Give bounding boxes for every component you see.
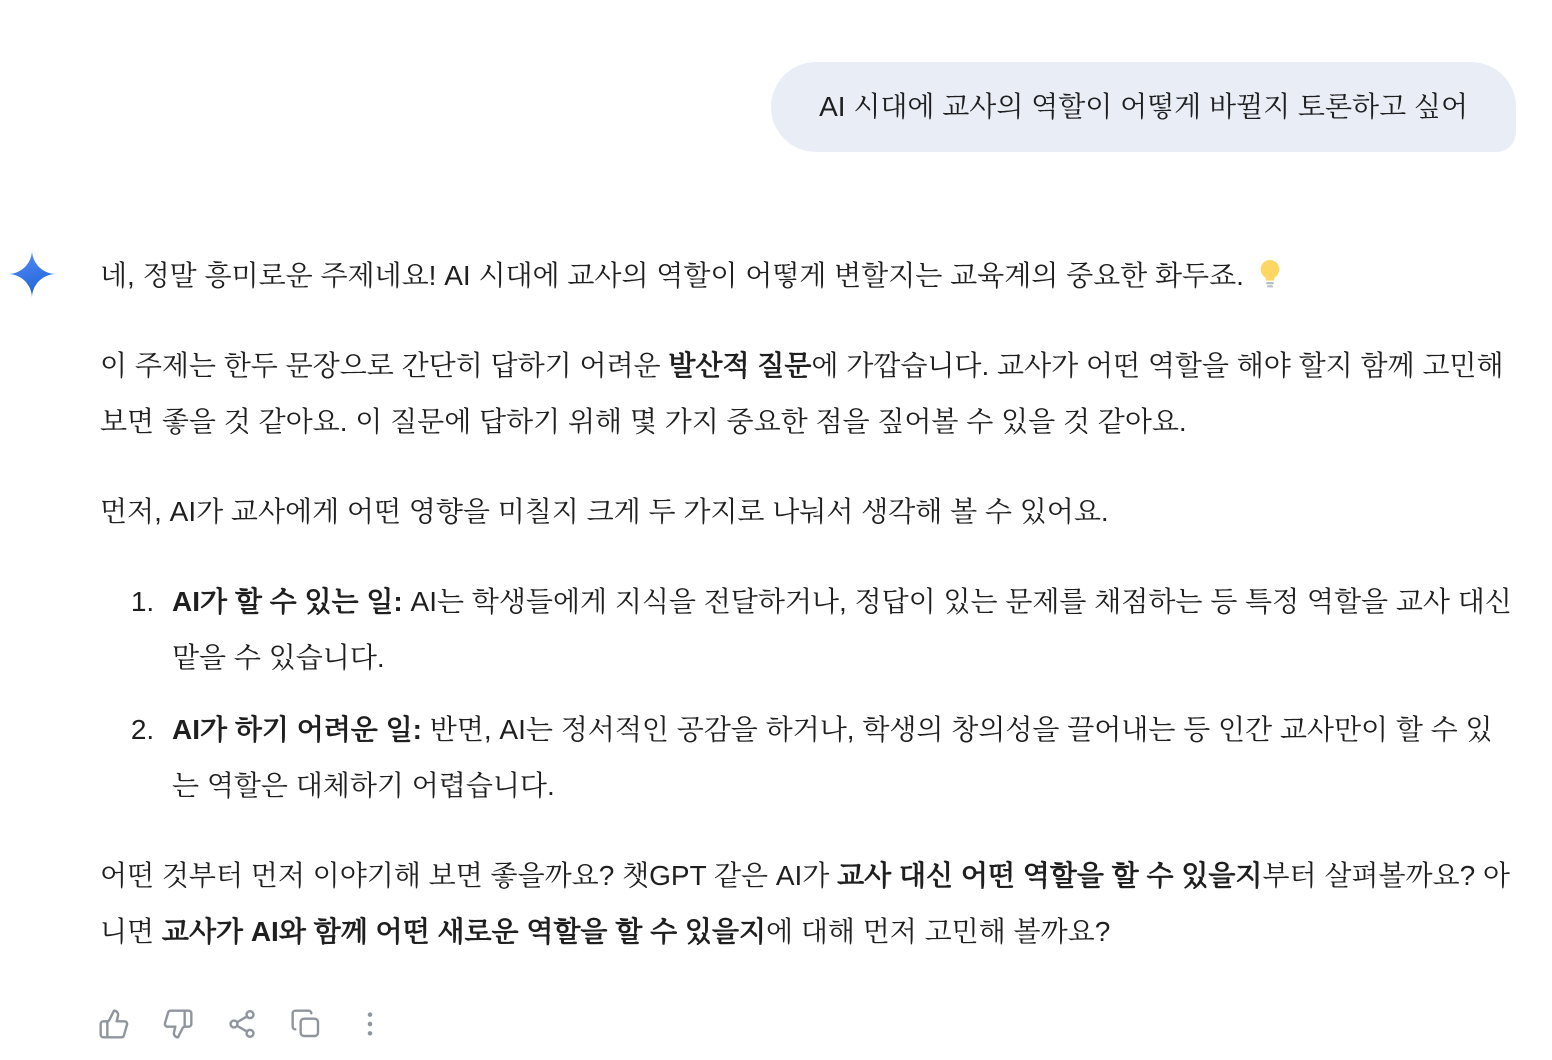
lightbulb-emoji [1254,258,1286,290]
share-button[interactable] [222,1004,262,1044]
list-item [162,702,1516,814]
bold-text-segment: AI가 하기 어려운 일: [172,714,422,745]
paragraph [100,848,1516,960]
paragraph [100,484,1516,540]
list-item [162,574,1516,686]
thumbs-up-icon [98,1008,130,1040]
more-vertical-icon [354,1008,386,1040]
thumbs-down-button[interactable] [158,1004,198,1044]
thumbs-down-icon [162,1008,194,1040]
bold-text-segment: 발산적 질문 [668,350,812,381]
text-segment: AI는 학생들에게 지식을 전달하거나, 정답이 있는 문제를 채점하는 등 특정 역할을 교사 대신 맡을 수 있습니다. [172,586,1512,673]
user-message-bubble [771,62,1516,152]
more-options-button[interactable] [350,1004,390,1044]
numbered-list [100,574,1516,814]
paragraph [100,338,1516,450]
copy-icon [290,1008,322,1040]
text-segment: 에 가깝습니다. 교사가 어떤 역할을 해야 할지 함께 고민해 보면 좋을 것 같아요. 이 질문에 답하기 위해 몇 가지 중요한 점을 짚어볼 수 있을 것 같아요. [100,350,1504,437]
thumbs-up-button[interactable] [94,1004,134,1044]
text-segment: 어떤 것부터 먼저 이야기해 보면 좋을까요? 챗GPT 같은 AI가 [100,860,838,891]
user-message-text: AI 시대에 교사의 역할이 어떻게 바뀔지 토론하고 싶어 [819,91,1468,122]
paragraph [100,248,1516,304]
gemini-sparkle-icon [8,250,56,298]
action-bar [94,1004,1516,1044]
text-segment: 부터 살펴볼까요? 아니면 [100,860,1510,947]
assistant-message-body [100,248,1516,960]
assistant-message [100,248,1516,1044]
text-segment: 먼저, AI가 교사에게 어떤 영향을 미칠지 크게 두 가지로 나눠서 생각해 볼 수 있어요. [100,496,1109,527]
bold-text-segment: 교사가 AI와 함께 어떤 새로운 역할을 할 수 있을지 [161,916,767,947]
text-segment: 에 대해 먼저 고민해 볼까요? [766,916,1111,947]
bold-text-segment: 교사 대신 어떤 역할을 할 수 있을지 [837,860,1263,891]
user-message-row [8,62,1516,152]
text-segment: 반면, AI는 정서적인 공감을 하거나, 학생의 창의성을 끌어내는 등 인간 교사만이 할 수 있는 역할은 대체하기 어렵습니다. [172,714,1493,801]
share-icon [226,1008,258,1040]
text-segment: 네, 정말 흥미로운 주제네요! AI 시대에 교사의 역할이 어떻게 변할지는 교육계의 중요한 화두죠. [100,260,1244,291]
copy-button[interactable] [286,1004,326,1044]
assistant-message-row [8,248,1516,1044]
bold-text-segment: AI가 할 수 있는 일: [172,586,403,617]
text-segment: 이 주제는 한두 문장으로 간단히 답하기 어려운 [100,350,669,381]
